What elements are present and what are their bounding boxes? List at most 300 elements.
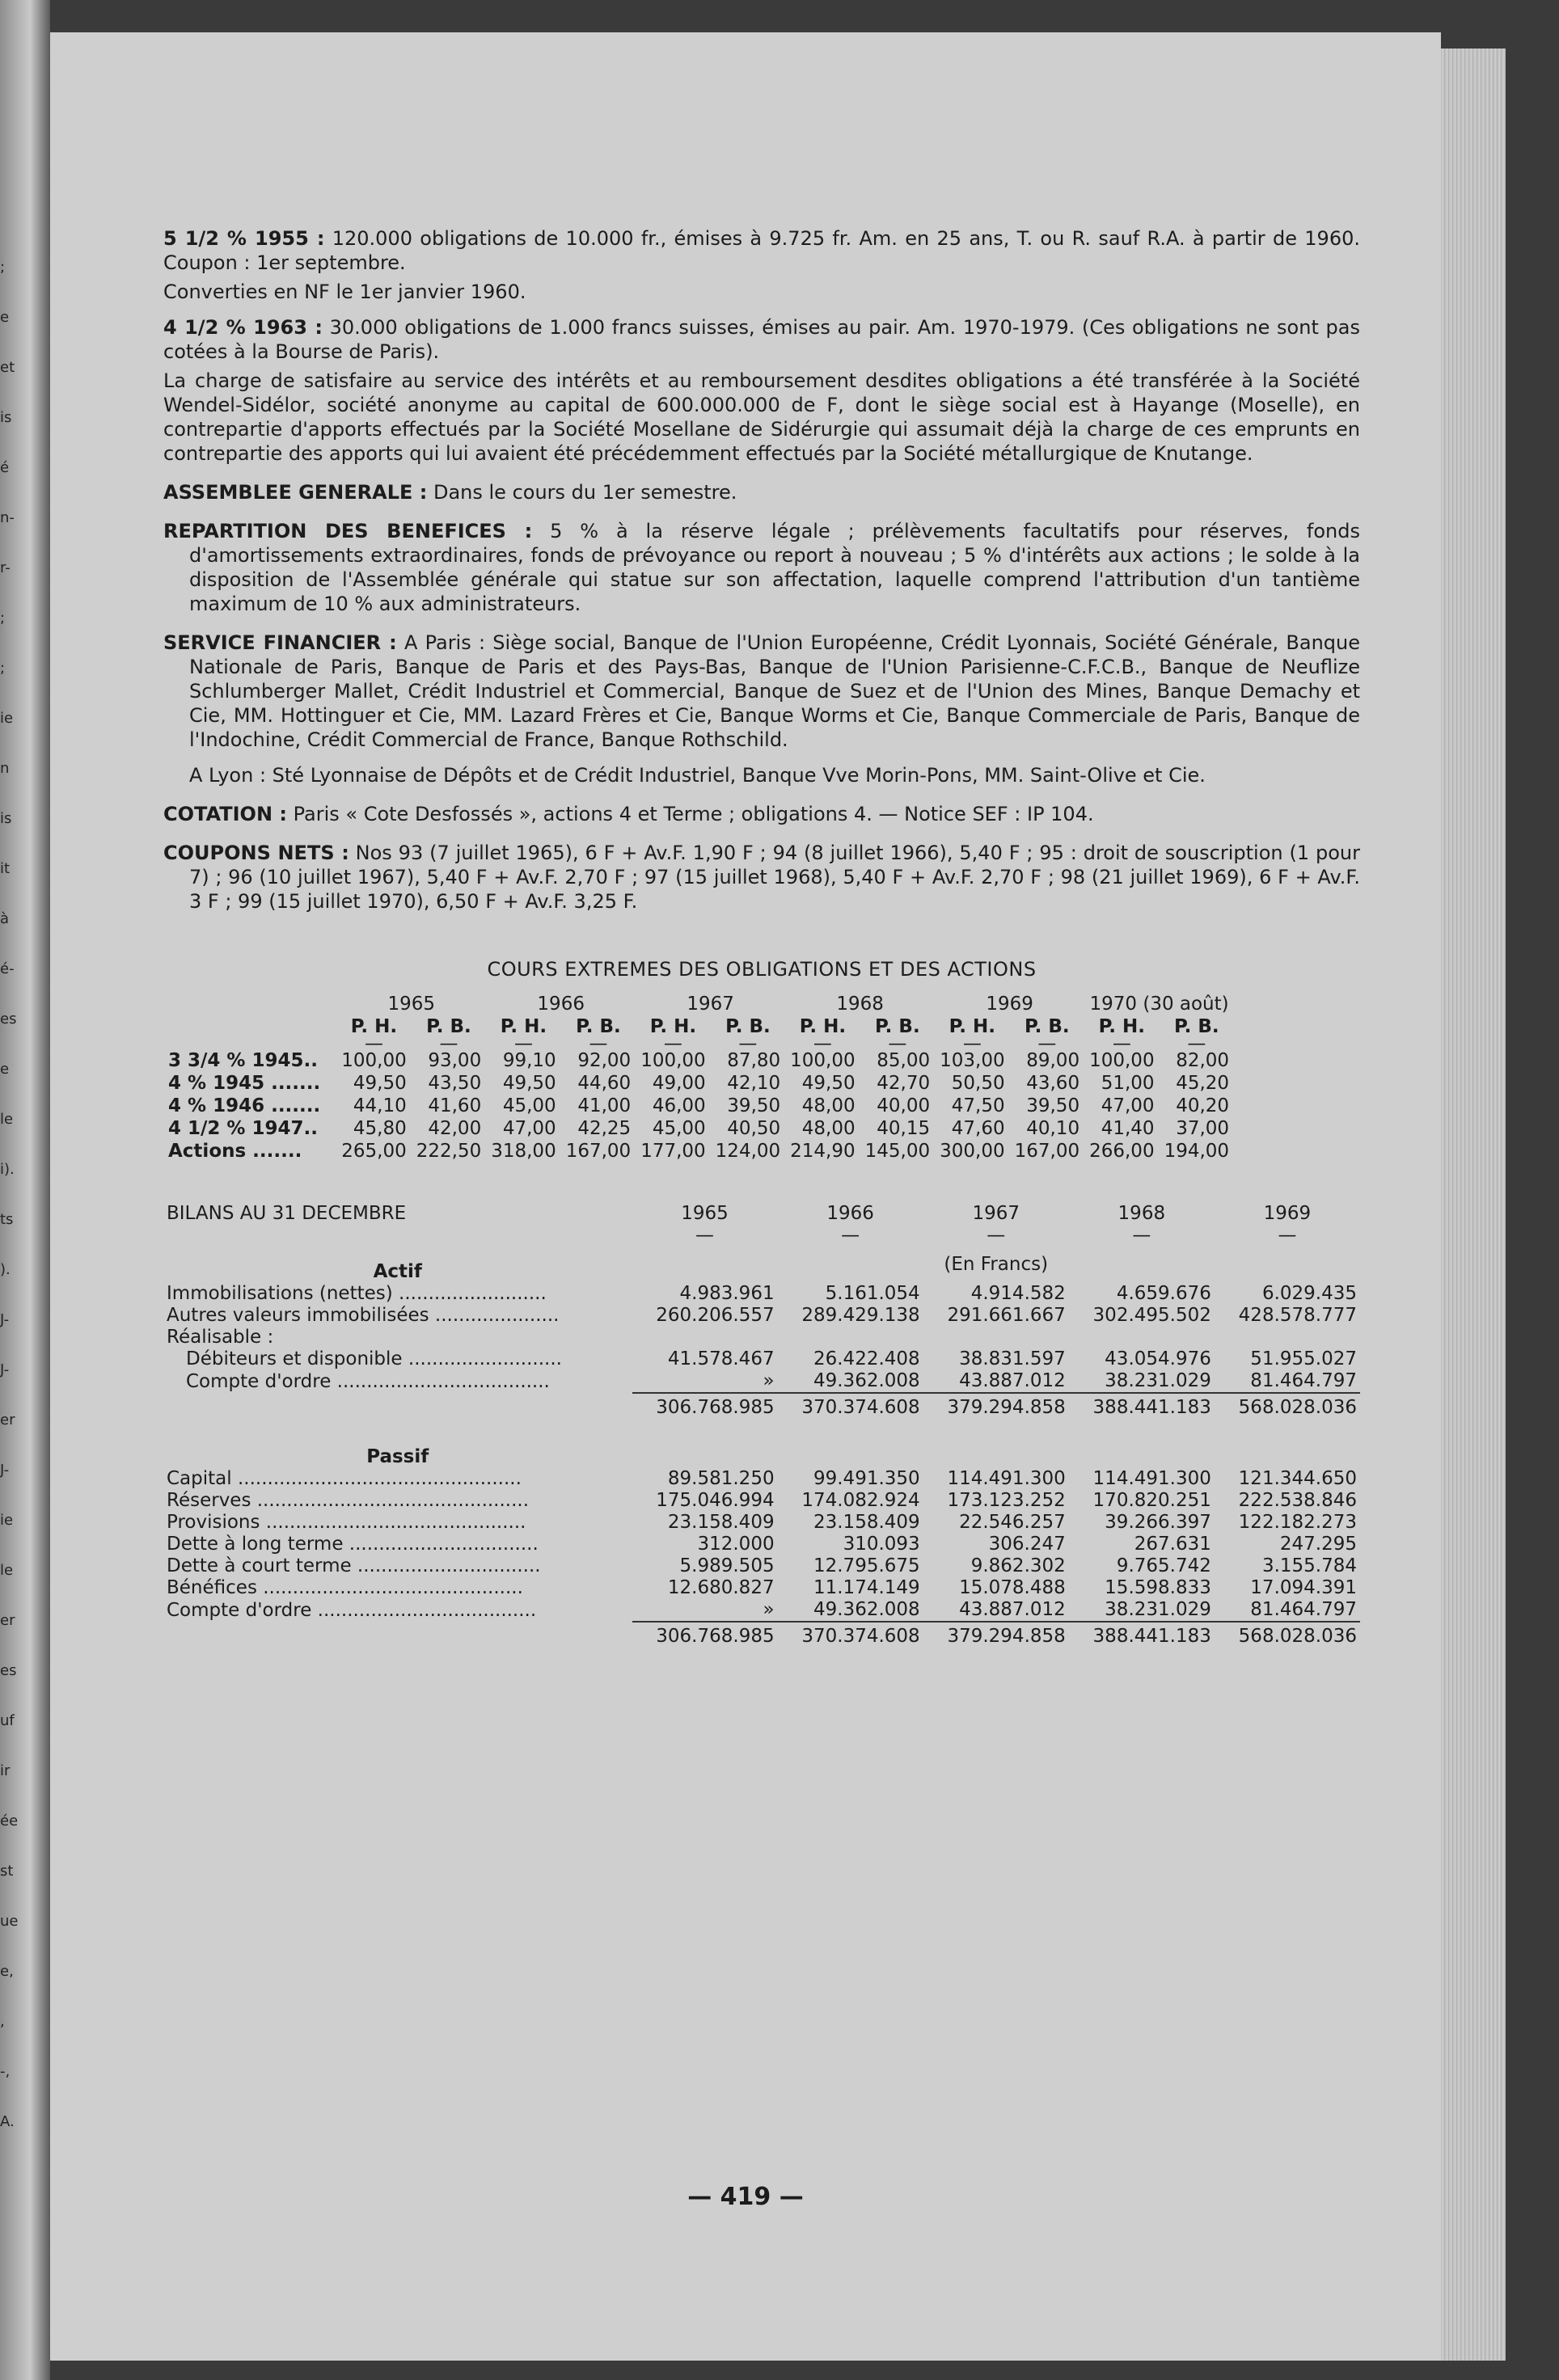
left-page-fragment: it [0, 860, 11, 877]
bal-dash: — [1278, 1225, 1297, 1246]
bal-row [163, 1512, 1360, 1534]
bal-cell: 289.429.138 [801, 1305, 920, 1326]
left-page-fragment: le [0, 1111, 14, 1128]
quotes-subhead-high: P. H. [649, 1016, 697, 1037]
quotes-cell: 82,00 [1176, 1050, 1230, 1071]
left-page-fragment: is [0, 810, 12, 827]
quotes-cell: 50,50 [951, 1073, 1005, 1094]
quotes-cell: 45,20 [1176, 1073, 1230, 1094]
bal-cell: 23.158.409 [813, 1512, 920, 1533]
bal-cell: 260.206.557 [656, 1305, 775, 1326]
cotation-section [163, 802, 1360, 826]
bal-row-label: Capital ................................................ [167, 1468, 522, 1489]
document-page [50, 32, 1441, 2361]
bal-empty-cell [1069, 1432, 1215, 1468]
left-page-fragment: A. [0, 2113, 15, 2130]
quotes-cell: 47,50 [951, 1095, 1005, 1116]
bal-empty-cell [778, 1432, 923, 1468]
intro-p4: La charge de satisfaire au service des intérêts et au remboursement desdites obligations a été transférée à la Société Wendel-Sidélor, société anonyme au capital de 600.000.000 de F, dont le siège social est à Hayange (Moselle), en contrepartie d'apports effectués par la Société Mosellane de Sidérurgie qui assumait déjà la charge de ces emprunts en contrepartie des apports qui lui avaient été précédemment effectués par la Société métallurgique de Knutange. [163, 369, 1360, 465]
bal-row [163, 1577, 1360, 1599]
quotes-cell: 42,25 [577, 1118, 632, 1139]
bal-header-row [163, 1203, 1360, 1225]
page-stack-edge [1441, 49, 1506, 2361]
assemblee-label: ASSEMBLEE GENERALE : [163, 481, 428, 504]
bal-cell: 15.598.833 [1105, 1577, 1211, 1598]
bal-cell: 99.491.350 [813, 1468, 920, 1489]
quotes-cell: 42,00 [428, 1118, 482, 1139]
quotes-year-header: 1969 [986, 994, 1033, 1015]
left-page-fragment: J- [0, 1462, 10, 1479]
quotes-cell: 40,50 [727, 1118, 781, 1139]
bal-empty-cell [1069, 1247, 1215, 1283]
bal-row [163, 1370, 1360, 1393]
bal-cell: 4.983.961 [679, 1283, 775, 1304]
bal-row [163, 1327, 1360, 1348]
bal-section-row [163, 1432, 1360, 1468]
quotes-subhead-high: P. H. [948, 1016, 996, 1037]
bal-cell: 26.422.408 [813, 1348, 920, 1369]
bal-passif-total-row [163, 1622, 1360, 1661]
quotes-cell: 177,00 [640, 1141, 706, 1162]
quotes-cell: 124,00 [715, 1141, 781, 1162]
assemblee-text: Dans le cours du 1er semestre. [433, 481, 737, 504]
bal-empty-cell [1215, 1432, 1360, 1468]
left-page-fragment: , [0, 2013, 5, 2030]
bal-row [163, 1468, 1360, 1490]
left-page-fragment: is [0, 409, 12, 426]
bal-cell: 6.029.435 [1261, 1283, 1357, 1304]
bal-total-cell: 388.441.183 [1069, 1622, 1215, 1661]
quotes-row-label: Actions ....... [168, 1141, 302, 1162]
bal-cell: 175.046.994 [656, 1490, 775, 1511]
bal-cell: 170.820.251 [1092, 1490, 1211, 1511]
service-text: A Paris : Siège social, Banque de l'Union Européenne, Crédit Lyonnais, Société Générale, Banque Nationale de Paris, Banque de Paris et des Pays-Bas, Banque de l'Union Parisienne-C.F.C.B., Banque de Neuflize Schlumberger Mallet, Crédit Industriel et Commercial, Banque de Suez et de l'Union des Mines, Banque Demachy et Cie, MM. Hottinguer et Cie, MM. Lazard Frères et Cie, Banque Worms et Cie, Banque Commerciale de Paris, Banque de l'Indochine, Crédit Commercial de France, Banque Rothschild. [189, 631, 1360, 751]
quotes-cell: 42,10 [727, 1073, 781, 1094]
bal-cell: 291.661.667 [947, 1305, 1066, 1326]
bal-cell: 22.546.257 [959, 1512, 1066, 1533]
bal-cell: 41.578.467 [667, 1348, 775, 1369]
quotes-year-header: 1965 [387, 994, 435, 1015]
quotes-row-label: 4 % 1946 ....... [168, 1095, 321, 1116]
bal-cell: 4.659.676 [1116, 1283, 1211, 1304]
intro-p2: Converties en NF le 1er janvier 1960. [163, 281, 526, 303]
quotes-cell: 85,00 [877, 1050, 931, 1071]
left-page-fragment: e [0, 1061, 10, 1078]
bal-total-cell: 370.374.608 [778, 1622, 923, 1661]
bal-cell: » [763, 1599, 775, 1620]
quotes-cell: 39,50 [1026, 1095, 1080, 1116]
bal-cell [923, 1327, 1069, 1348]
quotes-cell: 49,50 [502, 1073, 556, 1094]
bal-cell: 12.680.827 [667, 1577, 775, 1598]
quotes-subhead-high: P. H. [1098, 1016, 1146, 1037]
bal-cell: 15.078.488 [959, 1577, 1066, 1598]
bal-row [163, 1348, 1360, 1370]
left-page-fragment: é [0, 459, 10, 476]
quotes-cell: 100,00 [341, 1050, 407, 1071]
left-page-fragment: le [0, 1562, 14, 1579]
bal-cell: 43.887.012 [959, 1370, 1066, 1391]
page-number: — 419 — [687, 2183, 804, 2211]
bal-total-label [163, 1393, 632, 1432]
bal-actif-label: Actif [373, 1261, 422, 1282]
quotes-cell: 103,00 [940, 1050, 1005, 1071]
bal-cell: » [763, 1370, 775, 1391]
bal-cell: 11.174.149 [813, 1577, 920, 1598]
quotes-cell: 167,00 [565, 1141, 632, 1162]
left-page-fragment: es [0, 1662, 17, 1679]
left-page-fragment: e, [0, 1963, 14, 1980]
bal-year-header: 1969 [1263, 1203, 1312, 1224]
quotes-subhead-high: P. H. [350, 1016, 398, 1037]
bal-actif-total-row [163, 1393, 1360, 1432]
bal-cell: 114.491.300 [1092, 1468, 1211, 1489]
bal-cell: 302.495.502 [1092, 1305, 1211, 1326]
bal-cell: 4.914.582 [970, 1283, 1066, 1304]
quotes-subhead-row [163, 1015, 1234, 1038]
left-page-fragment: ir [0, 1762, 11, 1779]
bal-cell: 49.362.008 [813, 1370, 920, 1391]
quotes-cell: 41,40 [1101, 1118, 1155, 1139]
bal-cell: 89.581.250 [667, 1468, 775, 1489]
quotes-row [163, 1049, 1234, 1072]
bal-cell: 12.795.675 [813, 1555, 920, 1576]
quotes-cell: 49,50 [801, 1073, 856, 1094]
left-page-strip [0, 0, 50, 2380]
left-page-fragment: n [0, 760, 10, 777]
quotes-cell: 45,00 [652, 1118, 706, 1139]
intro-p1-text: 120.000 obligations de 10.000 fr., émises à 9.725 fr. Am. en 25 ans, T. ou R. sauf R.A. à partir de 1960. Coupon : 1er septembre. [163, 227, 1360, 274]
left-page-fragment: -, [0, 2063, 11, 2080]
quotes-cell: 318,00 [491, 1141, 556, 1162]
bal-cell: 49.362.008 [813, 1599, 920, 1620]
bal-title: BILANS AU 31 DECEMBRE [167, 1203, 407, 1224]
bal-dash: — [1132, 1225, 1151, 1246]
quotes-dash: — [1187, 1033, 1206, 1054]
quotes-cell: 92,00 [577, 1050, 632, 1071]
bal-corner-cell [163, 1225, 632, 1247]
bal-row-label: Immobilisations (nettes) ......................... [167, 1283, 547, 1304]
quotes-cell: 40,00 [877, 1095, 931, 1116]
bal-total-cell: 306.768.985 [632, 1393, 778, 1432]
bal-cell [1069, 1327, 1215, 1348]
left-page-fragment: ; [0, 610, 6, 627]
bal-row [163, 1490, 1360, 1512]
bal-cell: 121.344.650 [1238, 1468, 1357, 1489]
bal-cell: 222.538.846 [1238, 1490, 1357, 1511]
bal-cell [632, 1327, 778, 1348]
bal-empty-cell [632, 1432, 778, 1468]
quotes-cell: 47,60 [951, 1118, 1005, 1139]
quotes-cell: 45,80 [353, 1118, 407, 1139]
left-page-fragment: J- [0, 1311, 10, 1328]
balance-table [163, 1203, 1360, 1661]
quotes-year-header: 1970 (30 août) [1089, 994, 1229, 1015]
bal-section-row [163, 1247, 1360, 1283]
bal-row-label: Autres valeurs immobilisées ..................... [167, 1305, 560, 1326]
quotes-dash: — [813, 1033, 832, 1054]
quotes-cell: 40,10 [1026, 1118, 1080, 1139]
bal-cell: 3.155.784 [1261, 1555, 1357, 1576]
coupons-section [163, 841, 1360, 914]
quotes-dash: — [962, 1033, 982, 1054]
quotes-cell: 44,60 [577, 1073, 632, 1094]
bal-cell: 114.491.300 [947, 1468, 1066, 1489]
quotes-cell: 89,00 [1026, 1050, 1080, 1071]
quotes-cell: 39,50 [727, 1095, 781, 1116]
quotes-subhead-high: P. H. [500, 1016, 547, 1037]
bal-cell: 81.464.797 [1250, 1599, 1357, 1620]
quotes-corner-cell [163, 1038, 336, 1049]
coupons-label: COUPONS NETS : [163, 842, 349, 864]
bal-dash: — [987, 1225, 1006, 1246]
bal-cell: 267.631 [1134, 1534, 1211, 1555]
quotes-cell: 265,00 [341, 1141, 407, 1162]
quotes-dash-row [163, 1038, 1234, 1049]
intro-p1 [163, 226, 1360, 275]
bal-row-label: Compte d'ordre .................................... [186, 1370, 550, 1392]
quotes-corner-cell [163, 1015, 336, 1038]
bal-cell: 38.831.597 [959, 1348, 1066, 1369]
bal-total-cell: 370.374.608 [778, 1393, 923, 1432]
left-page-fragment: ; [0, 259, 6, 276]
quotes-subhead-low: P. B. [725, 1016, 771, 1037]
bal-row-label: Dette à court terme ............................... [167, 1555, 541, 1576]
quotes-row-label: 4 % 1945 ....... [168, 1073, 321, 1094]
assemblee-section [163, 480, 1360, 504]
bal-empty-cell [632, 1247, 778, 1283]
coupons-text: Nos 93 (7 juillet 1965), 6 F + Av.F. 1,90 F ; 94 (8 juillet 1966), 5,40 F ; 95 : droit de souscription (1 pour 7) ; 96 (10 juillet 1967), 5,40 F + Av.F. 2,70 F ; 97 (15 juillet 1968), 5,40 F + Av.F. 2,70 F ; 98 (21 juillet 1969), 6 F + Av.F. 3 F ; 99 (15 juillet 1970), 6,50 F + Av.F. 3,25 F. [189, 842, 1360, 913]
left-page-fragment: ie [0, 710, 14, 727]
bal-row [163, 1305, 1360, 1327]
bal-row-label: Réalisable : [167, 1327, 274, 1348]
quotes-dash: — [589, 1033, 608, 1054]
left-page-fragment: ; [0, 660, 6, 677]
quotes-year-header: 1966 [537, 994, 585, 1015]
left-page-fragment: ue [0, 1913, 19, 1930]
bal-cell: 38.231.029 [1105, 1370, 1211, 1391]
repartition-text: 5 % à la réserve légale ; prélèvements facultatifs pour réserves, fonds d'amortissements extraordinaires, fonds de prévoyance ou report à nouveau ; 5 % d'intérêts aux actions ; le solde à la disposition de l'Assemblée générale qui statue sur son affectation, laquelle comprend l'attribution d'un tantième maximum de 10 % aux administrateurs. [189, 520, 1360, 615]
quotes-cell: 266,00 [1089, 1141, 1155, 1162]
bal-dash-row [163, 1225, 1360, 1247]
bal-cell: 5.161.054 [825, 1283, 920, 1304]
quotes-cell: 40,20 [1176, 1095, 1230, 1116]
bal-total-cell: 568.028.036 [1215, 1622, 1360, 1661]
quotes-cell: 41,60 [428, 1095, 482, 1116]
bal-cell [1215, 1327, 1360, 1348]
intro-p3 [163, 315, 1360, 364]
quotes-cell: 100,00 [1089, 1050, 1155, 1071]
quotes-cell: 37,00 [1176, 1118, 1230, 1139]
quotes-cell: 46,00 [652, 1095, 706, 1116]
page-content [163, 226, 1360, 1661]
bal-year-header: 1967 [972, 1203, 1020, 1224]
quotes-cell: 40,15 [877, 1118, 931, 1139]
quotes-cell: 41,00 [577, 1095, 632, 1116]
quotes-cell: 48,00 [801, 1118, 856, 1139]
bal-row [163, 1599, 1360, 1622]
left-page-fragment: à [0, 910, 10, 927]
bal-row [163, 1283, 1360, 1305]
bal-row-label: Bénéfices ............................................ [167, 1577, 523, 1598]
quotes-row [163, 1140, 1234, 1163]
bal-cell: 173.123.252 [947, 1490, 1066, 1511]
left-page-fragment: st [0, 1863, 14, 1880]
bal-cell: 312.000 [697, 1534, 775, 1555]
left-page-fragment: ts [0, 1211, 14, 1228]
bal-cell [778, 1327, 923, 1348]
service-label: SERVICE FINANCIER : [163, 631, 397, 654]
bal-dash: — [841, 1225, 860, 1246]
repartition-label: REPARTITION DES BENEFICES : [163, 520, 533, 542]
bal-dash: — [695, 1225, 715, 1246]
quotes-cell: 214,90 [790, 1141, 856, 1162]
bal-cell: 17.094.391 [1250, 1577, 1357, 1598]
bal-empty-cell [1215, 1247, 1360, 1283]
quotes-cell: 300,00 [940, 1141, 1005, 1162]
quotes-subhead-low: P. B. [875, 1016, 920, 1037]
bal-row-label: Dette à long terme ................................ [167, 1534, 539, 1555]
bal-cell: 306.247 [988, 1534, 1066, 1555]
left-page-fragment: er [0, 1412, 15, 1428]
left-page-fragment: n- [0, 509, 15, 526]
bal-cell: 43.887.012 [959, 1599, 1066, 1620]
bal-row [163, 1534, 1360, 1555]
left-page-fragment: ie [0, 1512, 14, 1529]
bal-cell: 9.765.742 [1116, 1555, 1211, 1576]
quotes-cell: 47,00 [502, 1118, 556, 1139]
left-page-fragment: et [0, 359, 15, 376]
bal-cell: 122.182.273 [1238, 1512, 1357, 1533]
quotes-cell: 100,00 [640, 1050, 706, 1071]
quotes-cell: 49,50 [353, 1073, 407, 1094]
left-page-fragment: r- [0, 559, 11, 576]
quotes-row [163, 1072, 1234, 1095]
bal-total-cell: 568.028.036 [1215, 1393, 1360, 1432]
left-page-fragment: ). [0, 1261, 11, 1278]
quotes-cell: 49,00 [652, 1073, 706, 1094]
quotes-subhead-low: P. B. [1173, 1016, 1219, 1037]
bal-unit: (En Francs) [944, 1254, 1049, 1275]
intro-p3-label: 4 1/2 % 1963 : [163, 316, 323, 339]
quotes-year-header: 1968 [836, 994, 884, 1015]
quotes-subhead-high: P. H. [799, 1016, 847, 1037]
quotes-cell: 48,00 [801, 1095, 856, 1116]
left-page-fragment: J- [0, 1361, 10, 1378]
quotes-dash: — [364, 1033, 383, 1054]
quotes-cell: 87,80 [727, 1050, 781, 1071]
quotes-cell: 51,00 [1101, 1073, 1155, 1094]
quotes-dash: — [439, 1033, 458, 1054]
bal-cell: 174.082.924 [801, 1490, 920, 1511]
quotes-row-label: 3 3/4 % 1945.. [168, 1050, 318, 1071]
quotes-row-label: 4 1/2 % 1947.. [168, 1118, 318, 1139]
cotation-label: COTATION : [163, 803, 287, 825]
bal-row-label: Compte d'ordre ..................................... [167, 1599, 537, 1621]
quotes-row [163, 1095, 1234, 1117]
quotes-cell: 43,60 [1026, 1073, 1080, 1094]
bal-total-cell: 379.294.858 [923, 1622, 1069, 1661]
intro-p1-label: 5 1/2 % 1955 : [163, 227, 325, 250]
quotes-dash: — [738, 1033, 758, 1054]
bal-passif-label: Passif [366, 1446, 429, 1467]
bal-cell: 43.054.976 [1105, 1348, 1211, 1369]
repartition-section [163, 519, 1360, 616]
quotes-table-title: COURS EXTREMES DES OBLIGATIONS ET DES ACTIONS [487, 958, 1037, 981]
bal-year-header: 1968 [1117, 1203, 1166, 1224]
bal-empty-cell [778, 1247, 923, 1283]
service-section [163, 631, 1360, 752]
bal-cell: 428.578.777 [1238, 1305, 1357, 1326]
bal-cell: 9.862.302 [970, 1555, 1066, 1576]
quotes-cell: 42,70 [877, 1073, 931, 1094]
quotes-cell: 194,00 [1164, 1141, 1230, 1162]
quotes-row [163, 1117, 1234, 1140]
bal-cell: 51.955.027 [1250, 1348, 1357, 1369]
bal-row-label: Provisions ............................................ [167, 1512, 526, 1533]
left-page-fragment: es [0, 1011, 17, 1028]
bal-cell: 310.093 [843, 1534, 920, 1555]
quotes-cell: 99,10 [502, 1050, 556, 1071]
quotes-dash: — [513, 1033, 533, 1054]
bal-cell: 5.989.505 [679, 1555, 775, 1576]
quotes-cell: 145,00 [864, 1141, 931, 1162]
left-page-fragment: er [0, 1612, 15, 1629]
intro-p3-text: 30.000 obligations de 1.000 francs suisses, émises au pair. Am. 1970-1979. (Ces obligations ne sont pas cotées à la Bourse de Paris). [163, 316, 1360, 363]
quotes-cell: 47,00 [1101, 1095, 1155, 1116]
quotes-dash: — [888, 1033, 907, 1054]
bal-cell: 23.158.409 [667, 1512, 775, 1533]
left-page-fragment: uf [0, 1712, 15, 1729]
left-page-fragment: e [0, 309, 10, 326]
bal-total-cell: 379.294.858 [923, 1393, 1069, 1432]
service-lyon: A Lyon : Sté Lyonnaise de Dépôts et de Crédit Industriel, Banque Vve Morin-Pons, MM. Saint-Olive et Cie. [189, 764, 1206, 787]
quotes-cell: 100,00 [790, 1050, 856, 1071]
bal-total-cell: 388.441.183 [1069, 1393, 1215, 1432]
bal-empty-cell [923, 1432, 1069, 1468]
quotes-subhead-low: P. B. [426, 1016, 471, 1037]
bal-cell: 38.231.029 [1105, 1599, 1211, 1620]
quotes-cell: 43,50 [428, 1073, 482, 1094]
bal-cell: 81.464.797 [1250, 1370, 1357, 1391]
bal-year-header: 1966 [826, 1203, 874, 1224]
quotes-subhead-low: P. B. [576, 1016, 621, 1037]
quotes-cell: 44,10 [353, 1095, 407, 1116]
bal-total-cell: 306.768.985 [632, 1622, 778, 1661]
quotes-dash: — [663, 1033, 682, 1054]
left-page-fragment: ée [0, 1812, 19, 1829]
bal-row [163, 1555, 1360, 1577]
quotes-year-row [163, 990, 1234, 1015]
quotes-cell: 222,50 [416, 1141, 482, 1162]
bal-cell: 39.266.397 [1105, 1512, 1211, 1533]
quotes-dash: — [1037, 1033, 1057, 1054]
quotes-cell: 167,00 [1014, 1141, 1080, 1162]
bal-row-label: Débiteurs et disponible .......................... [186, 1348, 562, 1369]
quotes-cell: 45,00 [502, 1095, 556, 1116]
quotes-table [163, 990, 1234, 1163]
quotes-cell: 93,00 [428, 1050, 482, 1071]
bal-cell: 247.295 [1279, 1534, 1357, 1555]
left-page-fragment: é- [0, 960, 15, 977]
quotes-year-header: 1967 [687, 994, 734, 1015]
quotes-dash: — [1112, 1033, 1131, 1054]
bal-year-header: 1965 [681, 1203, 729, 1224]
cotation-text: Paris « Cote Desfossés », actions 4 et Terme ; obligations 4. — Notice SEF : IP 104. [293, 803, 1094, 825]
bal-row-label: Réserves .............................................. [167, 1490, 530, 1511]
quotes-corner-cell [163, 990, 336, 1015]
bal-total-label [163, 1622, 632, 1661]
